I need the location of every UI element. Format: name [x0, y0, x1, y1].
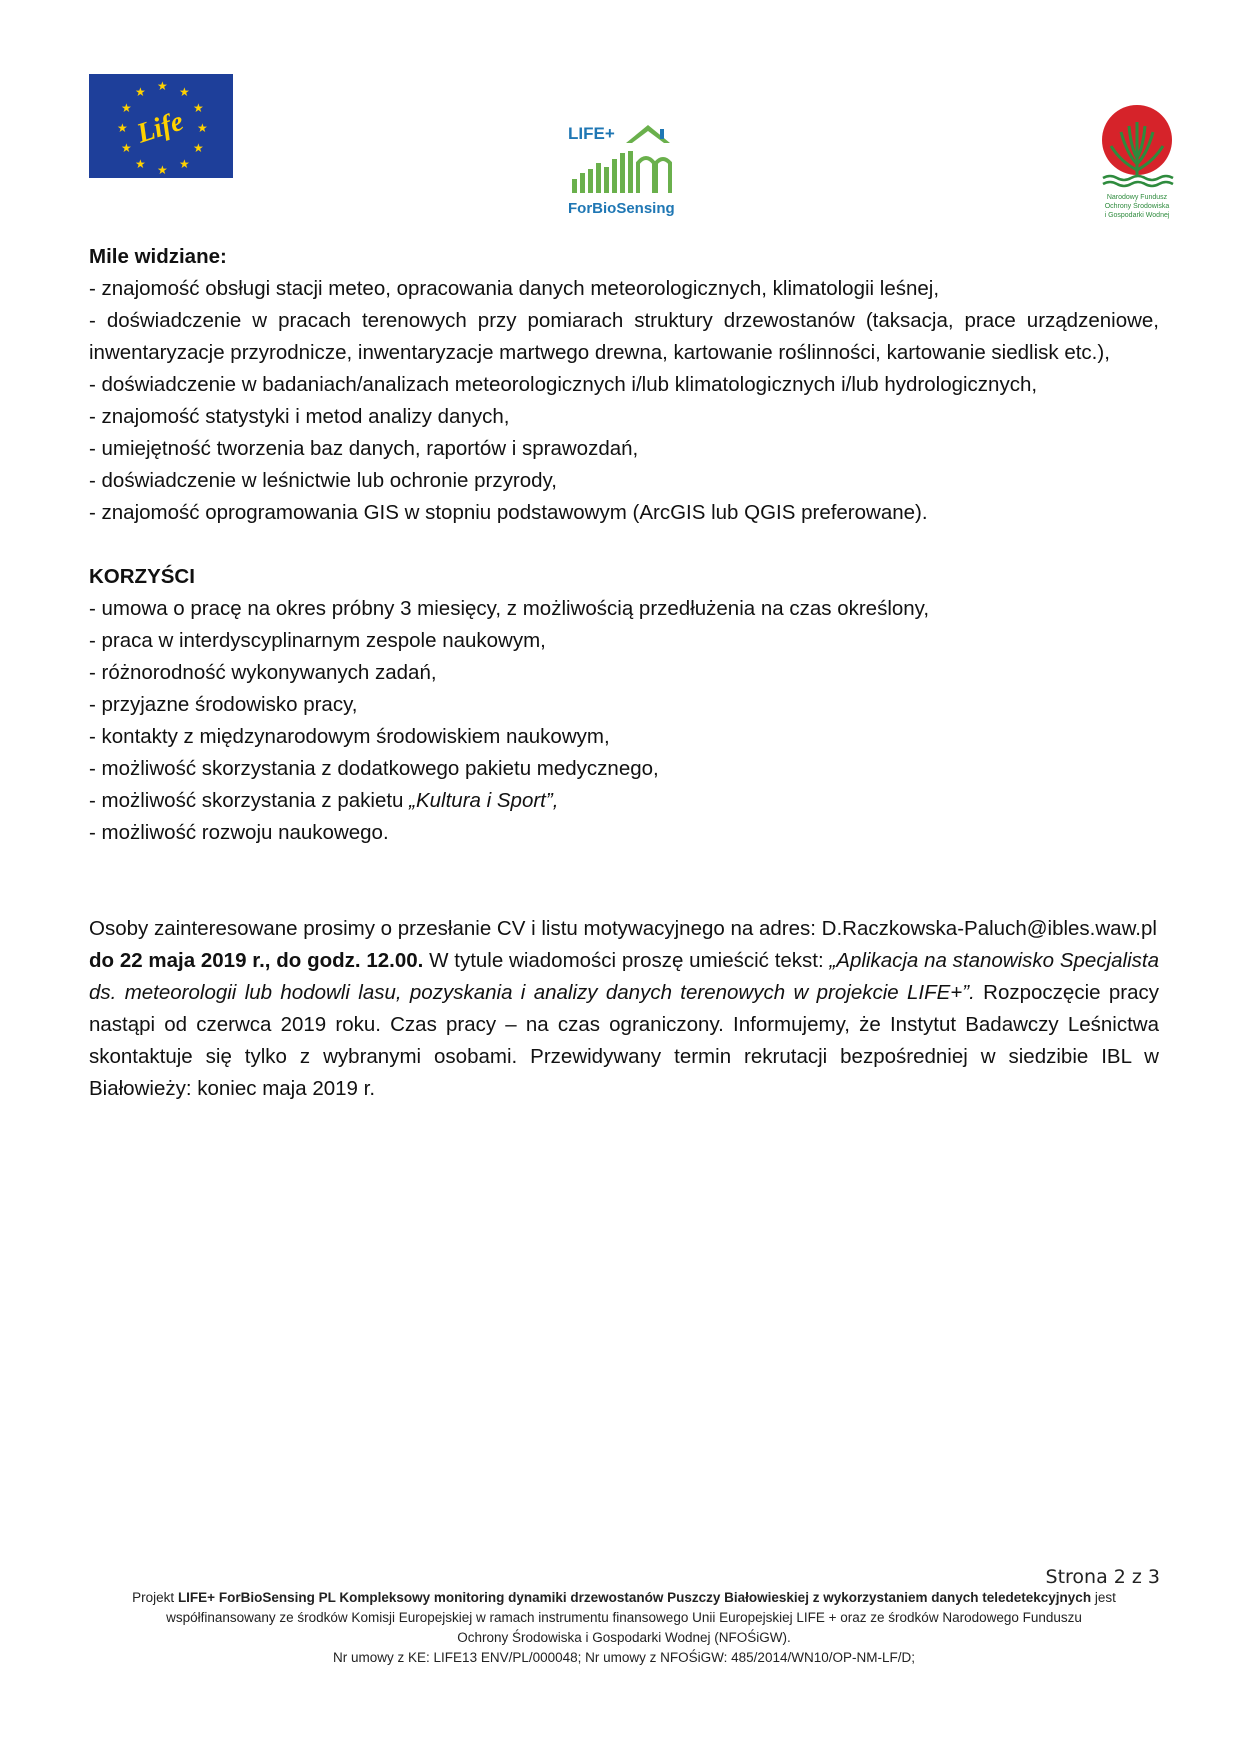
contact-rest-text: Rozpoczęcie pracy nastąpi od czerwca 2019 roku. Czas pracy – na czas ograniczony. Informujemy, że Instytut Badawczy Leśnictwa skontaktuje się tylko z wybranymi osobami. Przewidywany termin rekrutacji bezpośredniej w siedzibie IBL w Białowieży: koniec maja 2019 r. [89, 981, 1159, 1100]
mile-widziane-heading: Mile widziane: [89, 245, 227, 268]
list-item: - znajomość statystyki i metod analizy danych, [89, 405, 510, 428]
list-item: - kontakty z międzynarodowym środowiskiem naukowym, [89, 725, 610, 748]
svg-text:★: ★ [121, 101, 132, 115]
svg-text:★: ★ [193, 141, 204, 155]
svg-text:★: ★ [121, 141, 132, 155]
main-content [89, 241, 1159, 1105]
footer [89, 1588, 1159, 1668]
list-item-text: - możliwość skorzystania z pakietu [89, 789, 410, 812]
svg-text:i Gospodarki Wodnej: i Gospodarki Wodnej [1104, 212, 1170, 219]
deadline-text: do 22 maja 2019 r., do godz. 12.00. [89, 949, 424, 972]
list-item [89, 785, 1159, 817]
svg-text:★: ★ [179, 157, 190, 171]
nfosigw-logo [1097, 104, 1177, 222]
list-item: - doświadczenie w badaniach/analizach meteorologicznych i/lub klimatologicznych i/lub hydrologicznych, [89, 373, 1038, 396]
list-item: - doświadczenie w pracach terenowych przy pomiarach struktury drzewostanów (taksacja, prace urządzeniowe, inwentaryzacje przyrodnicze, inwentaryzacje martwego drewna, kartowanie roślinności, kartowanie siedlisk etc.), [89, 309, 1159, 364]
list-item: - możliwość skorzystania z dodatkowego pakietu medycznego, [89, 757, 659, 780]
contact-line: Osoby zainteresowane prosimy o przesłanie CV i listu motywacyjnego na adres: D.Raczkowska-Paluch@ibles.waw.pl [89, 917, 1157, 940]
svg-text:★: ★ [179, 85, 190, 99]
list-item: - różnorodność wykonywanych zadań, [89, 661, 437, 684]
footer-line-2: współfinansowany ze środków Komisji Europejskiej w ramach instrumentu finansowego Unii Europejskiej LIFE + oraz ze środków Narodowego Funduszu [166, 1610, 1082, 1625]
list-item: - możliwość rozwoju naukowego. [89, 821, 389, 844]
svg-text:LIFE+: LIFE+ [568, 124, 615, 143]
svg-text:★: ★ [197, 121, 208, 135]
svg-text:★: ★ [135, 85, 146, 99]
svg-text:Narodowy Fundusz: Narodowy Fundusz [1106, 194, 1168, 201]
svg-text:★: ★ [135, 157, 146, 171]
title-intro-text: W tytule wiadomości proszę umieścić tekst: [423, 949, 830, 972]
footer-line-1 [89, 1588, 1159, 1608]
footer-project-title: LIFE+ ForBioSensing PL Kompleksowy monitoring dynamiki drzewostanów Puszczy Białowieskiej z wykorzystaniem danych teledetekcyjnych [177, 1590, 1092, 1605]
svg-text:Ochrony Środowiska: Ochrony Środowiska [1104, 203, 1170, 210]
footer-suffix: jest [1091, 1590, 1116, 1605]
kultura-i-sport-text: „Kultura i Sport”, [409, 789, 559, 812]
contact-paragraph [89, 945, 1159, 1105]
svg-text:Life: Life [133, 105, 188, 150]
forbiosensing-logo [566, 123, 686, 218]
list-item: - umowa o pracę na okres próbny 3 miesięcy, z możliwością przedłużenia na czas określony, [89, 597, 930, 620]
application-title-text: „Aplikacja na stanowisko Specjalista ds. meteorologii lub hodowli lasu, pozyskania i analizy danych terenowych w projekcie LIFE+”. [89, 949, 1159, 1004]
eu-life-logo [89, 74, 233, 178]
list-item: - znajomość oprogramowania GIS w stopniu podstawowym (ArcGIS lub QGIS preferowane). [89, 501, 928, 524]
list-item: - znajomość obsługi stacji meteo, opracowania danych meteorologicznych, klimatologii leśnej, [89, 277, 940, 300]
svg-text:★: ★ [193, 101, 204, 115]
svg-text:★: ★ [117, 121, 128, 135]
footer-line-3: Ochrony Środowiska i Gospodarki Wodnej (NFOŚiGW). [457, 1630, 791, 1645]
svg-text:ForBioSensing: ForBioSensing [568, 200, 675, 217]
svg-text:★: ★ [157, 79, 168, 93]
footer-line-4: Nr umowy z KE: LIFE13 ENV/PL/000048; Nr umowy z NFOŚiGW: 485/2014/WN10/OP-NM-LF/D; [333, 1650, 915, 1665]
korzysci-heading: KORZYŚCI [89, 565, 195, 588]
list-item: - przyjazne środowisko pracy, [89, 693, 358, 716]
svg-text:★: ★ [157, 163, 168, 177]
page-number: Strona 2 z 3 [1045, 1566, 1160, 1588]
list-item: - umiejętność tworzenia baz danych, raportów i sprawozdań, [89, 437, 639, 460]
list-item: - praca w interdyscyplinarnym zespole naukowym, [89, 629, 546, 652]
footer-prefix: Projekt [132, 1590, 178, 1605]
list-item: - doświadczenie w leśnictwie lub ochronie przyrody, [89, 469, 557, 492]
